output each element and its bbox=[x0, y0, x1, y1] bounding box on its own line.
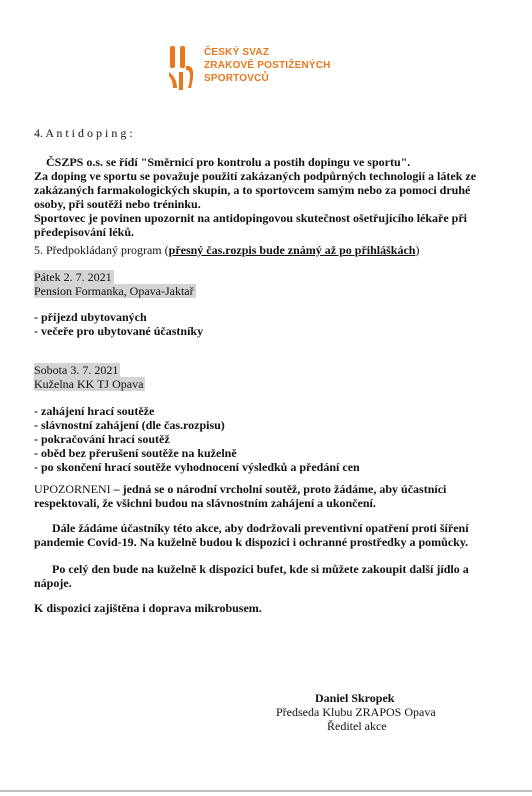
antidoping-line-1 bbox=[46, 155, 410, 169]
antidoping-line-2: Za doping ve sportu se považuje použití zakázaných podpůrných technologií a látek ze bbox=[34, 169, 477, 183]
notice-label: UPOZORNENI bbox=[34, 482, 111, 496]
notice-line-1 bbox=[34, 482, 446, 496]
covid-line-1: Dále žádáme účastníky této akce, aby dodržovali preventivní opatření proti šíření bbox=[52, 521, 469, 535]
cszps-emblem-icon bbox=[167, 42, 201, 94]
friday-item-1: - příjezd ubytovaných bbox=[34, 310, 147, 324]
buffet-line-2: nápoje. bbox=[34, 576, 72, 590]
logo-line-3: SPORTOVCŮ bbox=[204, 73, 269, 84]
cszps-label: ČSZPS bbox=[46, 155, 84, 169]
program-heading-suffix: ) bbox=[415, 243, 420, 257]
signature-role: Předseda Klubu ZRAPOS Opava bbox=[276, 705, 436, 719]
page-bottom-border bbox=[0, 790, 532, 792]
friday-item-2: - večeře pro ubytované účastníky bbox=[34, 324, 204, 338]
saturday-item-4: - oběd bez přerušení soutěže na kuželně bbox=[34, 446, 237, 460]
antidoping-text-1: o.s. se řídí "Směrnicí pro kontrolu a postih dopingu ve sportu". bbox=[86, 155, 411, 169]
saturday-item-3: - pokračování hrací soutěž bbox=[34, 432, 170, 446]
signature-title: Ředitel akce bbox=[327, 719, 387, 733]
cszps-logo bbox=[167, 42, 367, 94]
notice-line-2: respektovali, že všichni budou na slávnostním zahájení a ukončení. bbox=[34, 496, 376, 510]
buffet-line-1: Po celý den bude na kuželně k dispozici bufet, kde si můžete zakoupit další jídlo a bbox=[52, 562, 469, 576]
transport-line: K dispozici zajištěna i doprava mikrobusem. bbox=[34, 601, 262, 615]
signature-name: Daniel Skropek bbox=[315, 691, 395, 705]
logo-line-2: ZRAKOVĚ POSTIŽENÝCH bbox=[204, 60, 331, 71]
program-heading-prefix: 5. Předpokládaný program ( bbox=[34, 243, 169, 257]
notice-text-1: – jedná se o národní vrcholní soutěž, proto žádáme, aby účastníci bbox=[110, 482, 447, 496]
saturday-date: Sobota 3. 7. 2021 bbox=[34, 363, 119, 377]
program-heading bbox=[34, 243, 419, 257]
friday-date: Pátek 2. 7. 2021 bbox=[34, 270, 112, 284]
saturday-item-2: - slávnostní zahájení (dle čas.rozpisu) bbox=[34, 418, 225, 432]
saturday-item-1: - zahájení hrací soutěže bbox=[34, 404, 155, 418]
program-heading-note: přesný čas.rozpis bude známý až po přihláškách bbox=[168, 243, 416, 257]
antidoping-line-6: předepisování léků. bbox=[34, 225, 135, 239]
antidoping-line-4: osoby, při soutěži nebo tréninku. bbox=[34, 197, 201, 211]
saturday-place: Kuželna KK TJ Opava bbox=[34, 377, 144, 391]
logo-text bbox=[204, 46, 331, 85]
antidoping-line-5: Sportovec je povinen upozornit na antidopingovou skutečnost ošetřujícího lékaře při bbox=[34, 211, 468, 225]
saturday-item-5: - po skončení hrací soutěže vyhodnocení výsledků a předání cen bbox=[34, 460, 360, 474]
friday-place: Pension Formanka, Opava-Jaktař bbox=[34, 284, 194, 298]
covid-line-2: pandemie Covid-19. Na kuželně budou k dispozici i ochranné prostředky a pomůcky. bbox=[34, 535, 469, 549]
antidoping-line-3: zakázaných farmakologických skupin, a to sportovcem samým nebo za pomoci druhé bbox=[34, 183, 471, 197]
antidoping-heading: 4. A n t i d o p i n g : bbox=[34, 126, 133, 140]
logo-line-1: ČESKÝ SVAZ bbox=[204, 47, 270, 58]
